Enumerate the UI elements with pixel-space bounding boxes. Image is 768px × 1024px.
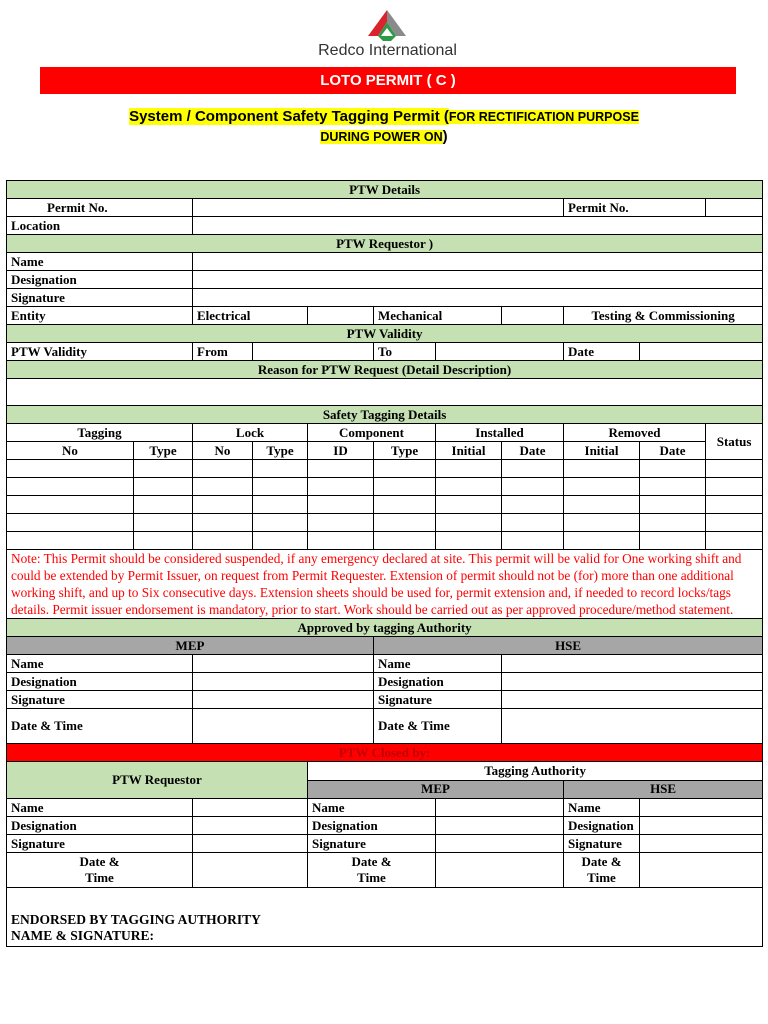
tagging-sub-type: Type — [134, 442, 193, 460]
approved-mep-designation-label: Designation — [7, 673, 193, 691]
requestor-signature-field[interactable] — [193, 289, 763, 307]
endorsed-line1: ENDORSED BY TAGGING AUTHORITY — [11, 912, 261, 927]
approved-hse-datetime-field[interactable] — [502, 709, 763, 744]
entity-mechanical-checkbox[interactable] — [502, 307, 564, 325]
closed-hse-name-label: Name — [564, 799, 640, 817]
approved-hse-name-field[interactable] — [502, 655, 763, 673]
closed-req-designation-label: Designation — [7, 817, 193, 835]
permit-banner: LOTO PERMIT ( C ) — [40, 67, 736, 94]
tagging-row[interactable] — [7, 496, 763, 514]
approved-mep-name-field[interactable] — [193, 655, 374, 673]
approved-mep-signature-field[interactable] — [193, 691, 374, 709]
closed-req-signature-field[interactable] — [193, 835, 308, 853]
closed-mep-heading: MEP — [308, 780, 564, 799]
reason-heading: Reason for PTW Request (Detail Description) — [7, 361, 763, 379]
closed-mep-name-field[interactable] — [436, 799, 564, 817]
redco-logo-icon — [364, 8, 410, 42]
validity-to-field[interactable] — [436, 343, 564, 361]
closed-req-designation-field[interactable] — [193, 817, 308, 835]
tagging-col-removed: Removed — [564, 424, 706, 442]
subtitle-paren-close: ) — [442, 128, 448, 145]
date-label-line1: Date & — [581, 854, 622, 869]
requestor-designation-field[interactable] — [193, 271, 763, 289]
component-sub-type: Type — [374, 442, 436, 460]
permit-no-label-2: Permit No. — [564, 199, 706, 217]
date-label-line2: Time — [85, 870, 114, 885]
closed-req-datetime-label — [7, 853, 193, 888]
closed-mep-datetime-field[interactable] — [436, 853, 564, 888]
permit-form — [6, 180, 763, 947]
permit-no-field[interactable] — [193, 199, 564, 217]
location-label: Location — [7, 217, 193, 235]
approved-hse-designation-field[interactable] — [502, 673, 763, 691]
approved-hse-datetime-label: Date & Time — [374, 709, 502, 744]
subtitle-small-1: FOR RECTIFICATION PURPOSE — [448, 110, 639, 124]
validity-date-field[interactable] — [640, 343, 763, 361]
date-label-line1: Date & — [79, 854, 120, 869]
closed-hse-signature-label: Signature — [564, 835, 640, 853]
requestor-signature-label: Signature — [7, 289, 193, 307]
approved-mep-signature-label: Signature — [7, 691, 193, 709]
closed-hse-designation-field[interactable] — [640, 817, 763, 835]
requestor-heading: PTW Requestor ) — [7, 235, 763, 253]
closed-mep-datetime-label — [308, 853, 436, 888]
closed-mep-name-label: Name — [308, 799, 436, 817]
approved-hse-signature-field[interactable] — [502, 691, 763, 709]
endorsed-line2: NAME & SIGNATURE: — [11, 928, 155, 943]
approved-heading: Approved by tagging Authority — [7, 619, 763, 637]
validity-label: PTW Validity — [7, 343, 193, 361]
tagging-row[interactable] — [7, 514, 763, 532]
tagging-col-component: Component — [308, 424, 436, 442]
entity-mechanical-label: Mechanical — [374, 307, 502, 325]
tagging-heading: Safety Tagging Details — [7, 406, 763, 424]
closed-hse-heading: HSE — [564, 780, 763, 799]
tagging-row[interactable] — [7, 532, 763, 550]
tagging-col-status: Status — [706, 424, 763, 460]
approved-hse-signature-label: Signature — [374, 691, 502, 709]
requestor-name-field[interactable] — [193, 253, 763, 271]
closed-mep-designation-label: Designation — [308, 817, 436, 835]
validity-from-field[interactable] — [253, 343, 374, 361]
closed-requestor-heading: PTW Requestor — [7, 762, 308, 799]
closed-hse-datetime-label — [564, 853, 640, 888]
component-sub-id: ID — [308, 442, 374, 460]
closed-hse-name-field[interactable] — [640, 799, 763, 817]
permit-subtitle — [0, 107, 768, 147]
installed-sub-initial: Initial — [436, 442, 502, 460]
closed-mep-signature-field[interactable] — [436, 835, 564, 853]
closed-req-signature-label: Signature — [7, 835, 193, 853]
closed-req-datetime-field[interactable] — [193, 853, 308, 888]
date-label-line2: Time — [587, 870, 616, 885]
date-label-line1: Date & — [351, 854, 392, 869]
validity-date-label: Date — [564, 343, 640, 361]
lock-sub-no: No — [193, 442, 253, 460]
approved-mep-datetime-field[interactable] — [193, 709, 374, 744]
entity-testing-label: Testing & Commissioning — [564, 307, 763, 325]
requestor-designation-label: Designation — [7, 271, 193, 289]
entity-label: Entity — [7, 307, 193, 325]
closed-mep-signature-label: Signature — [308, 835, 436, 853]
tagging-row[interactable] — [7, 460, 763, 478]
tagging-col-tagging: Tagging — [7, 424, 193, 442]
validity-heading: PTW Validity — [7, 325, 763, 343]
approved-mep-datetime-label: Date & Time — [7, 709, 193, 744]
approved-hse-heading: HSE — [374, 637, 763, 655]
closed-hse-datetime-field[interactable] — [640, 853, 763, 888]
closed-req-name-field[interactable] — [193, 799, 308, 817]
approved-mep-heading: MEP — [7, 637, 374, 655]
approved-mep-name-label: Name — [7, 655, 193, 673]
permit-no-label: Permit No. — [7, 199, 193, 217]
closed-hse-signature-field[interactable] — [640, 835, 763, 853]
approved-hse-name-label: Name — [374, 655, 502, 673]
permit-note: Note: This Permit should be considered suspended, if any emergency declared at site. This permit will be valid for One working shift and could be extended by Permit Issuer, on request from Permit Requester. Extension of permit should not be (for) more than one additional working shift, and up to Six consecutive days. Extension sheets should be used for, permit extension and, if needed to record locks/tags details. Permit issuer endorsement is mandatory, prior to start. Work should be carried out as per approved procedure/method statement. — [7, 550, 763, 619]
tagging-sub-no: No — [7, 442, 134, 460]
removed-sub-date: Date — [640, 442, 706, 460]
lock-sub-type: Type — [253, 442, 308, 460]
tagging-row[interactable] — [7, 478, 763, 496]
installed-sub-date: Date — [502, 442, 564, 460]
closed-req-name-label: Name — [7, 799, 193, 817]
subtitle-small-2: DURING POWER ON — [320, 130, 443, 144]
subtitle-paren-open: ( — [439, 108, 449, 125]
validity-from-label: From — [193, 343, 253, 361]
closed-tagging-authority-heading: Tagging Authority — [308, 762, 763, 781]
closed-heading: PTW Closed by: — [7, 744, 763, 762]
validity-to-label: To — [374, 343, 436, 361]
subtitle-main: System / Component Safety Tagging Permit — [129, 108, 440, 125]
endorsed-block[interactable] — [7, 888, 763, 947]
entity-electrical-checkbox[interactable] — [308, 307, 374, 325]
closed-mep-designation-field[interactable] — [436, 817, 564, 835]
ptw-details-heading: PTW Details — [7, 181, 763, 199]
requestor-name-label: Name — [7, 253, 193, 271]
tagging-col-installed: Installed — [436, 424, 564, 442]
permit-no-field-2[interactable] — [706, 199, 763, 217]
approved-mep-designation-field[interactable] — [193, 673, 374, 691]
tagging-col-lock: Lock — [193, 424, 308, 442]
removed-sub-initial: Initial — [564, 442, 640, 460]
entity-electrical-label: Electrical — [193, 307, 308, 325]
approved-hse-designation-label: Designation — [374, 673, 502, 691]
closed-hse-designation-label: Designation — [564, 817, 640, 835]
location-field[interactable] — [193, 217, 763, 235]
company-name: Redco International — [318, 42, 457, 59]
reason-field[interactable] — [7, 379, 763, 406]
date-label-line2: Time — [357, 870, 386, 885]
